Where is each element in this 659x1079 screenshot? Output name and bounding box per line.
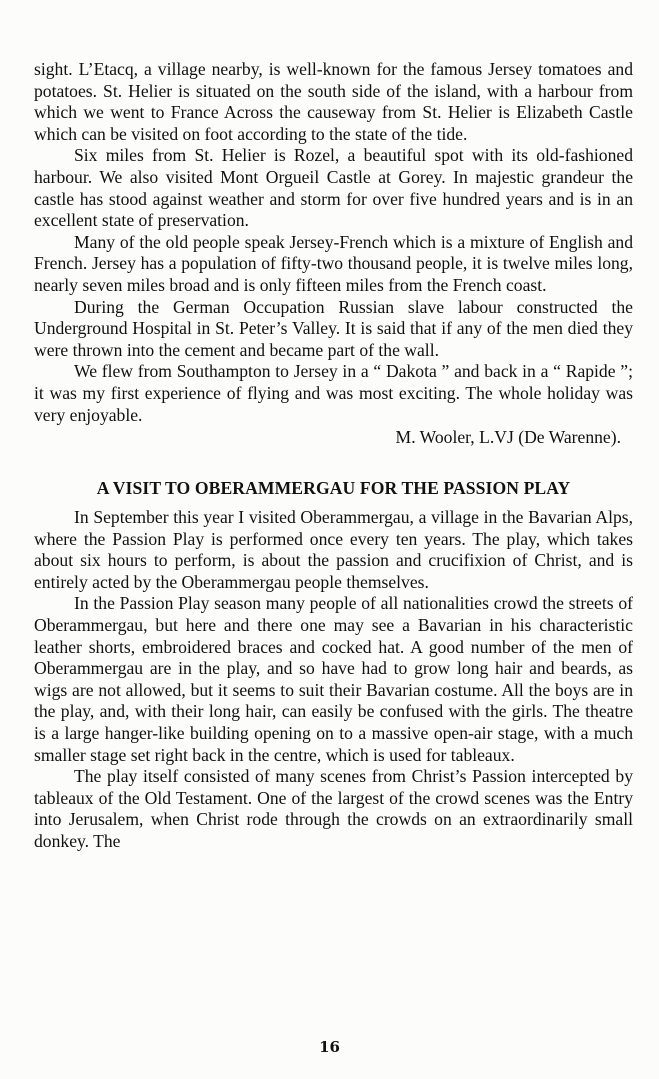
paragraph-rozel-gorey: Six miles from St. Helier is Rozel, a beautiful spot with its old-fashioned harbour. We also visited Mont Orgueil Castle at Gorey. In majestic grandeur the castle has stood against weather and storm for over five hundred years and is in an excellent state of preservation. (34, 145, 633, 231)
paragraph-flight: We flew from Southampton to Jersey in a “ Dakota ” and back in a “ Rapide ”; it was my first experience of flying and was most exciting. The whole holiday was very enjoyable. (34, 361, 633, 425)
page-number: 16 (319, 1038, 340, 1056)
paragraph-german-occupation: During the German Occupation Russian slave labour constructed the Underground Hospital in St. Peter’s Valley. It is said that if any of the men died they were thrown into the cement and became part of the wall. (34, 296, 633, 360)
jersey-article (34, 59, 633, 448)
paragraph-jersey-sights: sight. L’Etacq, a village nearby, is well-known for the famous Jersey tomatoes and potatoes. St. Helier is situated on the south side of the island, with a harbour from which we went to France Across the causeway from St. Helier is Elizabeth Castle which can be visited on foot according to the state of the tide. (34, 59, 633, 144)
article-heading: A VISIT TO OBERAMMERGAU FOR THE PASSION PLAY (96, 478, 571, 499)
paragraph-jersey-french: Many of the old people speak Jersey-French which is a mixture of English and French. Jersey has a population of fifty-two thousand people, it is twelve miles long, nearly seven miles broad and is only fifteen miles from the French coast. (34, 231, 633, 295)
paragraph-visit-intro: In September this year I visited Oberammergau, a village in the Bavarian Alps, where the Passion Play is performed once every ten years. The play, which takes about six hours to perform, is about the passion and crucifixion of Christ, and is entirely acted by the Oberammergau people themselves. (34, 507, 633, 592)
author-signature: M. Wooler, L.VJ (De Warenne). (395, 427, 621, 448)
paragraph-play-scenes: The play itself consisted of many scenes from Christ’s Passion intercepted by tableaux of the Old Testament. One of the largest of the crowd scenes was the Entry into Jerusalem, when Christ rode through the crowds on an extraordinarily small donkey. The (34, 766, 633, 851)
paragraph-passion-season: In the Passion Play season many people of all nationalities crowd the streets of Oberammergau, but here and there one may see a Bavarian in his characteristic leather shorts, embroidered braces and cocked hat. A good number of the men of Oberammergau are in the play, and so have had to grow long hair and beards, as wigs are not allowed, but it seems to suit their Bavarian costume. All the boys are in the play, and, with their long hair, can easily be confused with the girls. The theatre is a large hanger-like building opening on to a massive open-air stage, with a much smaller stage set right back in the centre, which is used for tableaux. (34, 593, 633, 765)
oberammergau-article (34, 477, 633, 853)
